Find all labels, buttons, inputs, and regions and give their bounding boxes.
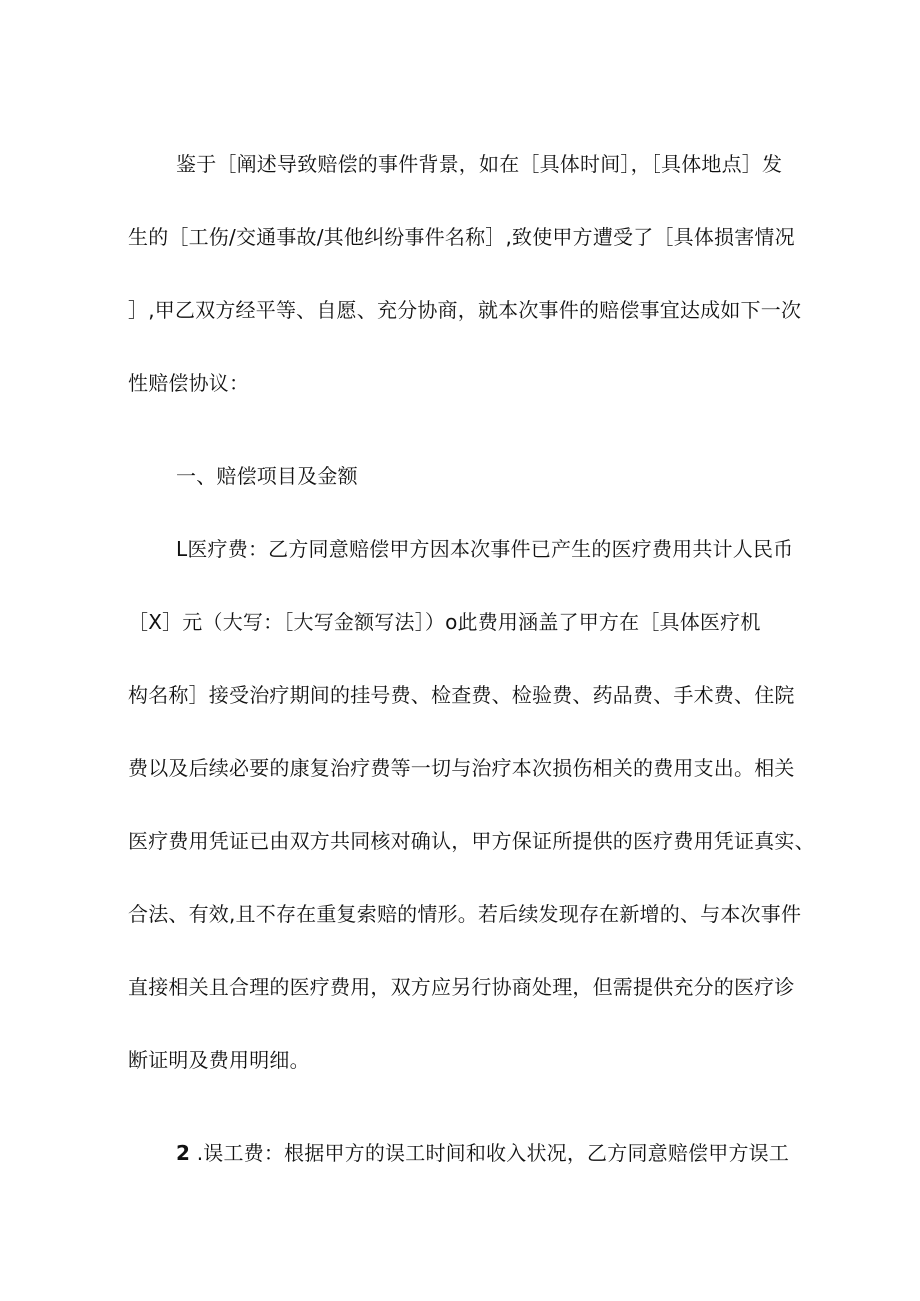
intro-line-4: 性赔偿协议： xyxy=(128,371,250,395)
item1-line-3: 构名称］接受治疗期间的挂号费、检查费、检验费、药品费、手术费、住院 xyxy=(128,683,795,707)
item1-line-6: 合法、有效,且不存在重复索赔的情形。若后续发现存在新增的、与本次事件 xyxy=(128,902,802,926)
item1-line-7: 直接相关且合理的医疗费用，双方应另行协商处理，但需提供充分的医疗诊 xyxy=(128,975,795,999)
intro-line-3: ］,甲乙双方经平等、自愿、充分协商，就本次事件的赔偿事宜达成如下一次 xyxy=(128,298,802,322)
item2-number: 2 xyxy=(176,1141,191,1165)
intro-line-2: 生的［工伤/交通事故/其他纠纷事件名称］,致使甲方遭受了［具体损害情况 xyxy=(128,225,795,249)
item2-text: .误工费：根据甲方的误工时间和收入状况，乙方同意赔偿甲方误工 xyxy=(196,1141,790,1165)
item1-line-8: 断证明及费用明细。 xyxy=(128,1048,310,1072)
item1-line-4: 费以及后续必要的康复治疗费等一切与治疗本次损伤相关的费用支出。相关 xyxy=(128,756,795,780)
item1-line-5: 医疗费用凭证已由双方共同核对确认，甲方保证所提供的医疗费用凭证真实、 xyxy=(128,829,815,853)
intro-line-1: 鉴于［阐述导致赔偿的事件背景，如在［具体时间］，［具体地点］发 xyxy=(176,152,783,176)
section-heading: 一、赔偿项目及金额 xyxy=(176,464,358,488)
item1-line-2: ［X］元（大写：［大写金额写法］）o此费用涵盖了甲方在［具体医疗机 xyxy=(128,610,761,634)
item1-line-1: L医疗费：乙方同意赔偿甲方因本次事件已产生的医疗费用共计人民币 xyxy=(176,537,794,561)
item2-line-1 xyxy=(176,1139,856,1167)
